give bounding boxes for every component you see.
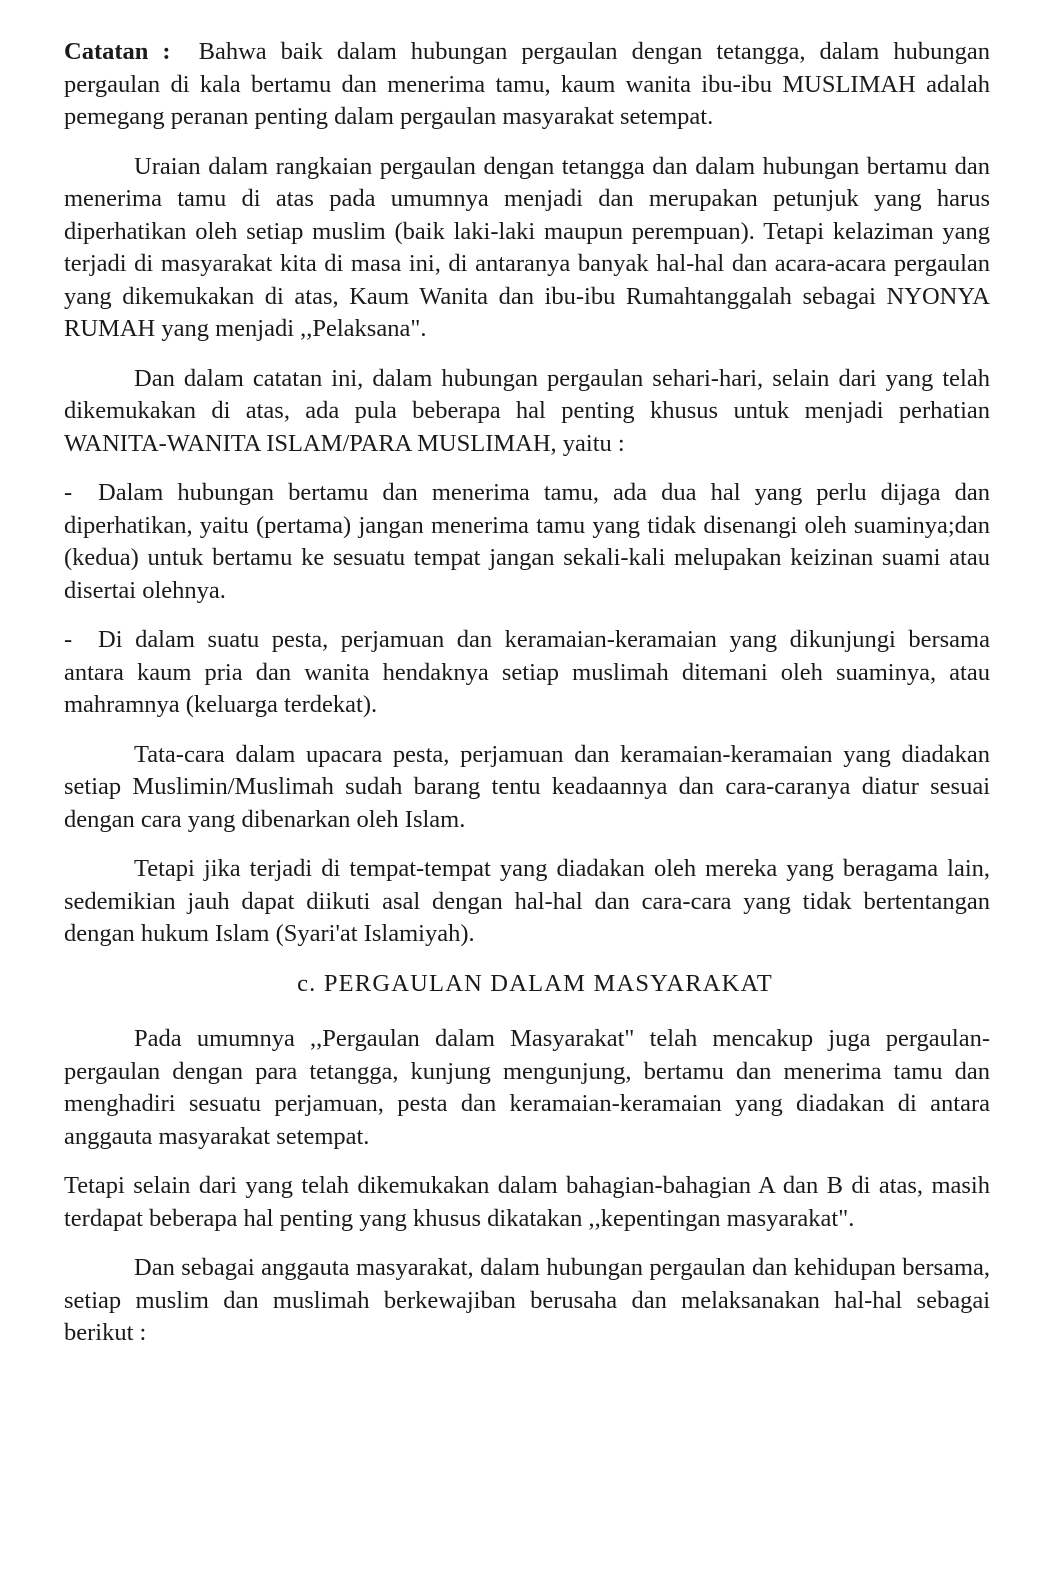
catatan-text: Bahwa baik dalam hubungan pergaulan dengan tetangga, dalam hubungan pergaulan di kala bertamu dan menerima tamu, kaum wanita ibu-ibu MUSLIMAH adalah pemegang peranan penting dalam pergaulan masyarakat setempat. bbox=[64, 38, 990, 130]
paragraph-tata-cara: Tata-cara dalam upacara pesta, perjamuan dan keramaian-keramaian yang diadakan setiap Muslimin/Muslimah sudah barang tentu keadaannya dan cara-caranya diatur sesuai dengan cara yang dibenarkan oleh Islam. bbox=[64, 740, 990, 833]
paragraph-uraian: Uraian dalam rangkaian pergaulan dengan tetangga dan dalam hubungan bertamu dan menerima tamu di atas pada umumnya menjadi dan merupakan petunjuk yang harus diperhatikan oleh setiap muslim (baik laki-laki maupun perempuan). Tetapi kelaziman yang terjadi di masyarakat kita di masa ini, di antaranya banyak hal-hal dan acara-acara pergaulan yang dikemukakan di atas, Kaum Wanita dan ibu-ibu Rumahtanggalah sebagai NYONYA RUMAH yang menjadi ,,Pelaksana". bbox=[64, 152, 990, 342]
paragraph-tetapi-jika: Tetapi jika terjadi di tempat-tempat yang diadakan oleh mereka yang beragama lain, sedemikian jauh dapat diikuti asal dengan hal-hal dan cara-cara yang tidak bertentangan dengan hukum Islam (Syari'at Islamiyah). bbox=[64, 855, 990, 947]
bullet-mark: - bbox=[64, 479, 73, 506]
paragraph-catatan-ini: Dan dalam catatan ini, dalam hubungan pergaulan sehari-hari, selain dari yang telah dikemukakan di atas, ada pula beberapa hal penting khusus untuk menjadi perhatian WANITA-WANITA ISLAM/PARA MUSLIMAH, yaitu : bbox=[64, 364, 990, 457]
catatan-paragraph bbox=[64, 36, 990, 134]
section-heading: c. PERGAULAN DALAM MASYARAKAT bbox=[297, 969, 773, 997]
list-item-text: Dalam hubungan bertamu dan menerima tamu, ada dua hal yang perlu dijaga dan diperhatikan, yaitu (pertama) jangan menerima tamu yang tidak disenangi oleh suaminya;dan (kedua) untuk bertamu ke sesuatu tempat jangan sekali-kali melupakan keizinan suami atau disertai olehnya. bbox=[64, 479, 990, 604]
paragraph-pada-umumnya: Pada umumnya ,,Pergaulan dalam Masyarakat" telah mencakup juga pergaulan-pergaulan dengan para tetangga, kunjung mengunjung, bertamu dan menerima tamu dan menghadiri sesuatu perjamuan, pesta dan keramaian-keramaian yang diadakan di antara anggauta masyarakat setempat. bbox=[64, 1025, 990, 1150]
bullet-mark: - bbox=[64, 626, 73, 653]
list-item-text: Di dalam suatu pesta, perjamuan dan keramaian-keramaian yang dikunjungi bersama antara kaum pria dan wanita hendaknya setiap muslimah ditemani oleh suaminya, atau mahramnya (keluarga terdekat). bbox=[64, 626, 990, 718]
document-page bbox=[64, 36, 990, 1363]
paragraph-sebagai-anggauta: Dan sebagai anggauta masyarakat, dalam hubungan pergaulan dan kehidupan bersama, setiap muslim dan muslimah berkewajiban berusaha dan melaksanakan hal-hal sebagai berikut : bbox=[64, 1254, 990, 1346]
catatan-label: Catatan : bbox=[64, 38, 171, 65]
paragraph-tetapi-selain: Tetapi selain dari yang telah dikemukakan dalam bahagian-bahagian A dan B di atas, masih terdapat beberapa hal penting yang khusus dikatakan ,,kepentingan masyarakat". bbox=[64, 1172, 990, 1232]
list-item-pesta bbox=[64, 624, 990, 722]
list-item-bertamu bbox=[64, 477, 990, 607]
